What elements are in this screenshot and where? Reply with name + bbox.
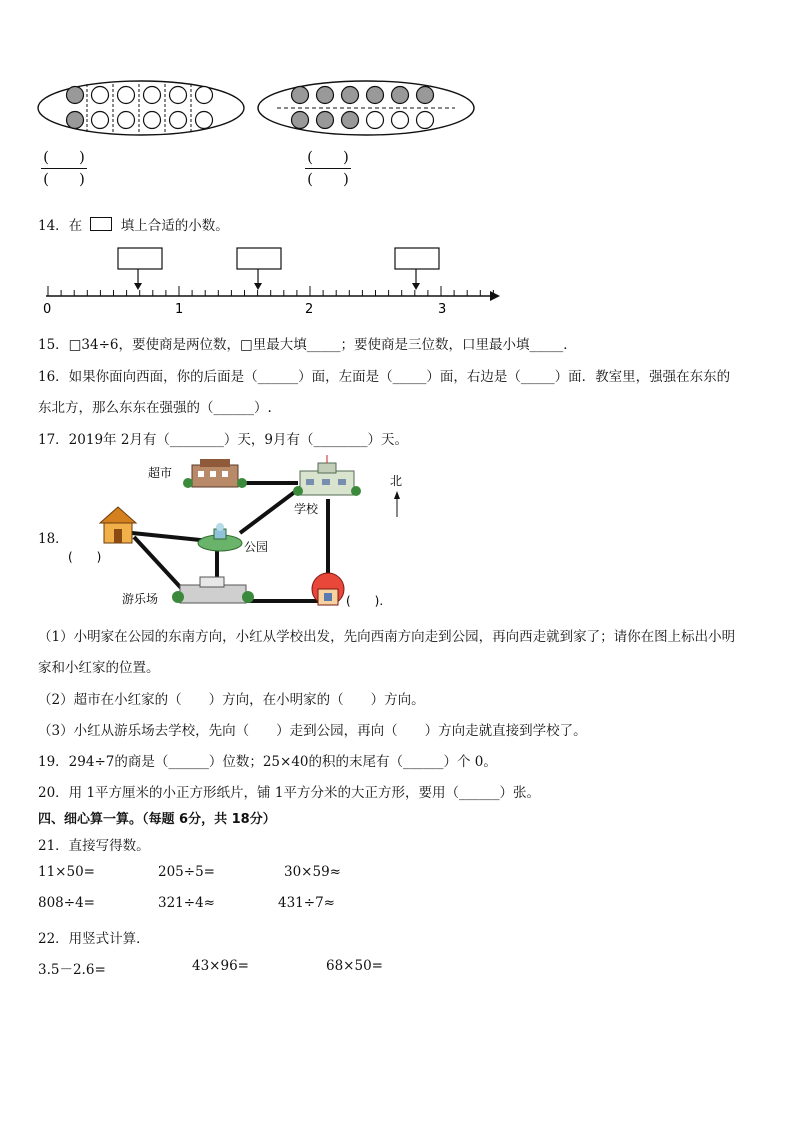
- fraction-numerator: ( ): [43, 148, 85, 166]
- map-blank-left: ( ): [68, 550, 102, 564]
- q22-row1-item3: 68×50=: [326, 958, 383, 974]
- blank-box-icon: [90, 217, 112, 231]
- park-icon: [198, 523, 242, 551]
- map-blank-right: ( ).: [346, 594, 384, 608]
- fraction-oval-left: [35, 78, 247, 138]
- q16-line1: 16．如果你面向西面，你的后面是（______）面，左面是（_____）面，右边是（_____）面．教室里，强强在东东的: [38, 369, 731, 385]
- q21-row1-item2: 205÷5=: [158, 864, 215, 880]
- fraction-numerator: ( ): [307, 148, 349, 166]
- map-label-school: 学校: [294, 502, 319, 516]
- number-line-box-1: [118, 248, 162, 269]
- tick-label-3: 3: [438, 302, 447, 316]
- q19-text: 19．294÷7的商是（______）位数；25×40的积的末尾有（______）个 0。: [38, 754, 497, 770]
- q14-prefix: 14．在: [38, 218, 83, 234]
- tick-label-1: 1: [175, 302, 184, 316]
- fraction-denominator: ( ): [43, 170, 85, 188]
- school-icon: [293, 455, 361, 496]
- fraction-blank-left[interactable]: [34, 150, 94, 187]
- section-heading: 四、细心算一算。（每题 6分，共 18分）: [38, 812, 276, 827]
- q20-text: 20．用 1平方厘米的小正方形纸片，铺 1平方分米的大正方形，要用（______）张。: [38, 785, 540, 801]
- number-line-box-3: [395, 248, 439, 269]
- direction-map: [60, 455, 420, 615]
- supermarket-icon: [183, 459, 247, 488]
- map-label-park: 公园: [244, 540, 269, 554]
- q21-row1-item3: 30×59≈: [284, 864, 341, 880]
- q17-text: 17．2019年 2月有（________）天，9月有（________）天。: [38, 432, 409, 448]
- north-label: 北: [390, 474, 403, 488]
- tick-label-2: 2: [305, 302, 314, 316]
- house-icon-left: [100, 507, 136, 543]
- q22-row1-item1: 3.5－2.6=: [38, 962, 106, 978]
- q18-sub2: （2）超市在小红家的（ ）方向，在小明家的（ ）方向。: [38, 692, 425, 708]
- number-line-box-2: [237, 248, 281, 269]
- number-line: [38, 244, 508, 316]
- q14-suffix: 填上合适的小数。: [120, 218, 229, 234]
- q18-sub1-line1: （1）小明家在公园的东南方向，小红从学校出发，先向西南方向走到公园，再向西走就到家了；请你在图上标出小明: [38, 629, 736, 645]
- q22-row1-item2: 43×96=: [192, 958, 249, 974]
- map-label-supermarket: 超市: [148, 466, 173, 480]
- tick-label-0: 0: [43, 302, 52, 316]
- q16-line2: 东北方，那么东东在强强的（______）.: [38, 400, 272, 416]
- q21-row2-item3: 431÷7≈: [278, 895, 335, 911]
- q18-number: 18．: [38, 531, 69, 547]
- q18-sub1-line2: 家和小红家的位置。: [38, 660, 160, 676]
- q14-prompt: [38, 214, 229, 234]
- q21-row2-item2: 321÷4≈: [158, 895, 215, 911]
- map-label-amusement: 游乐场: [122, 592, 159, 606]
- q22-title: 22．用竖式计算．: [38, 931, 150, 947]
- house-icon-right: [312, 573, 344, 605]
- fraction-blank-right[interactable]: [298, 150, 358, 187]
- q21-row2-item1: 808÷4=: [38, 895, 95, 911]
- amusement-park-icon: [172, 577, 254, 603]
- q15-text: 15．□34÷6，要使商是两位数，□里最大填_____；要使商是三位数，口里最小填_____．: [38, 337, 577, 353]
- fraction-denominator: ( ): [307, 170, 349, 188]
- q21-row1-item1: 11×50=: [38, 864, 95, 880]
- q21-title: 21．直接写得数。: [38, 838, 150, 854]
- fraction-oval-right: [255, 78, 477, 138]
- q18-sub3: （3）小红从游乐场去学校，先向（ ）走到公园，再向（ ）方向走就直接到学校了。: [38, 723, 587, 739]
